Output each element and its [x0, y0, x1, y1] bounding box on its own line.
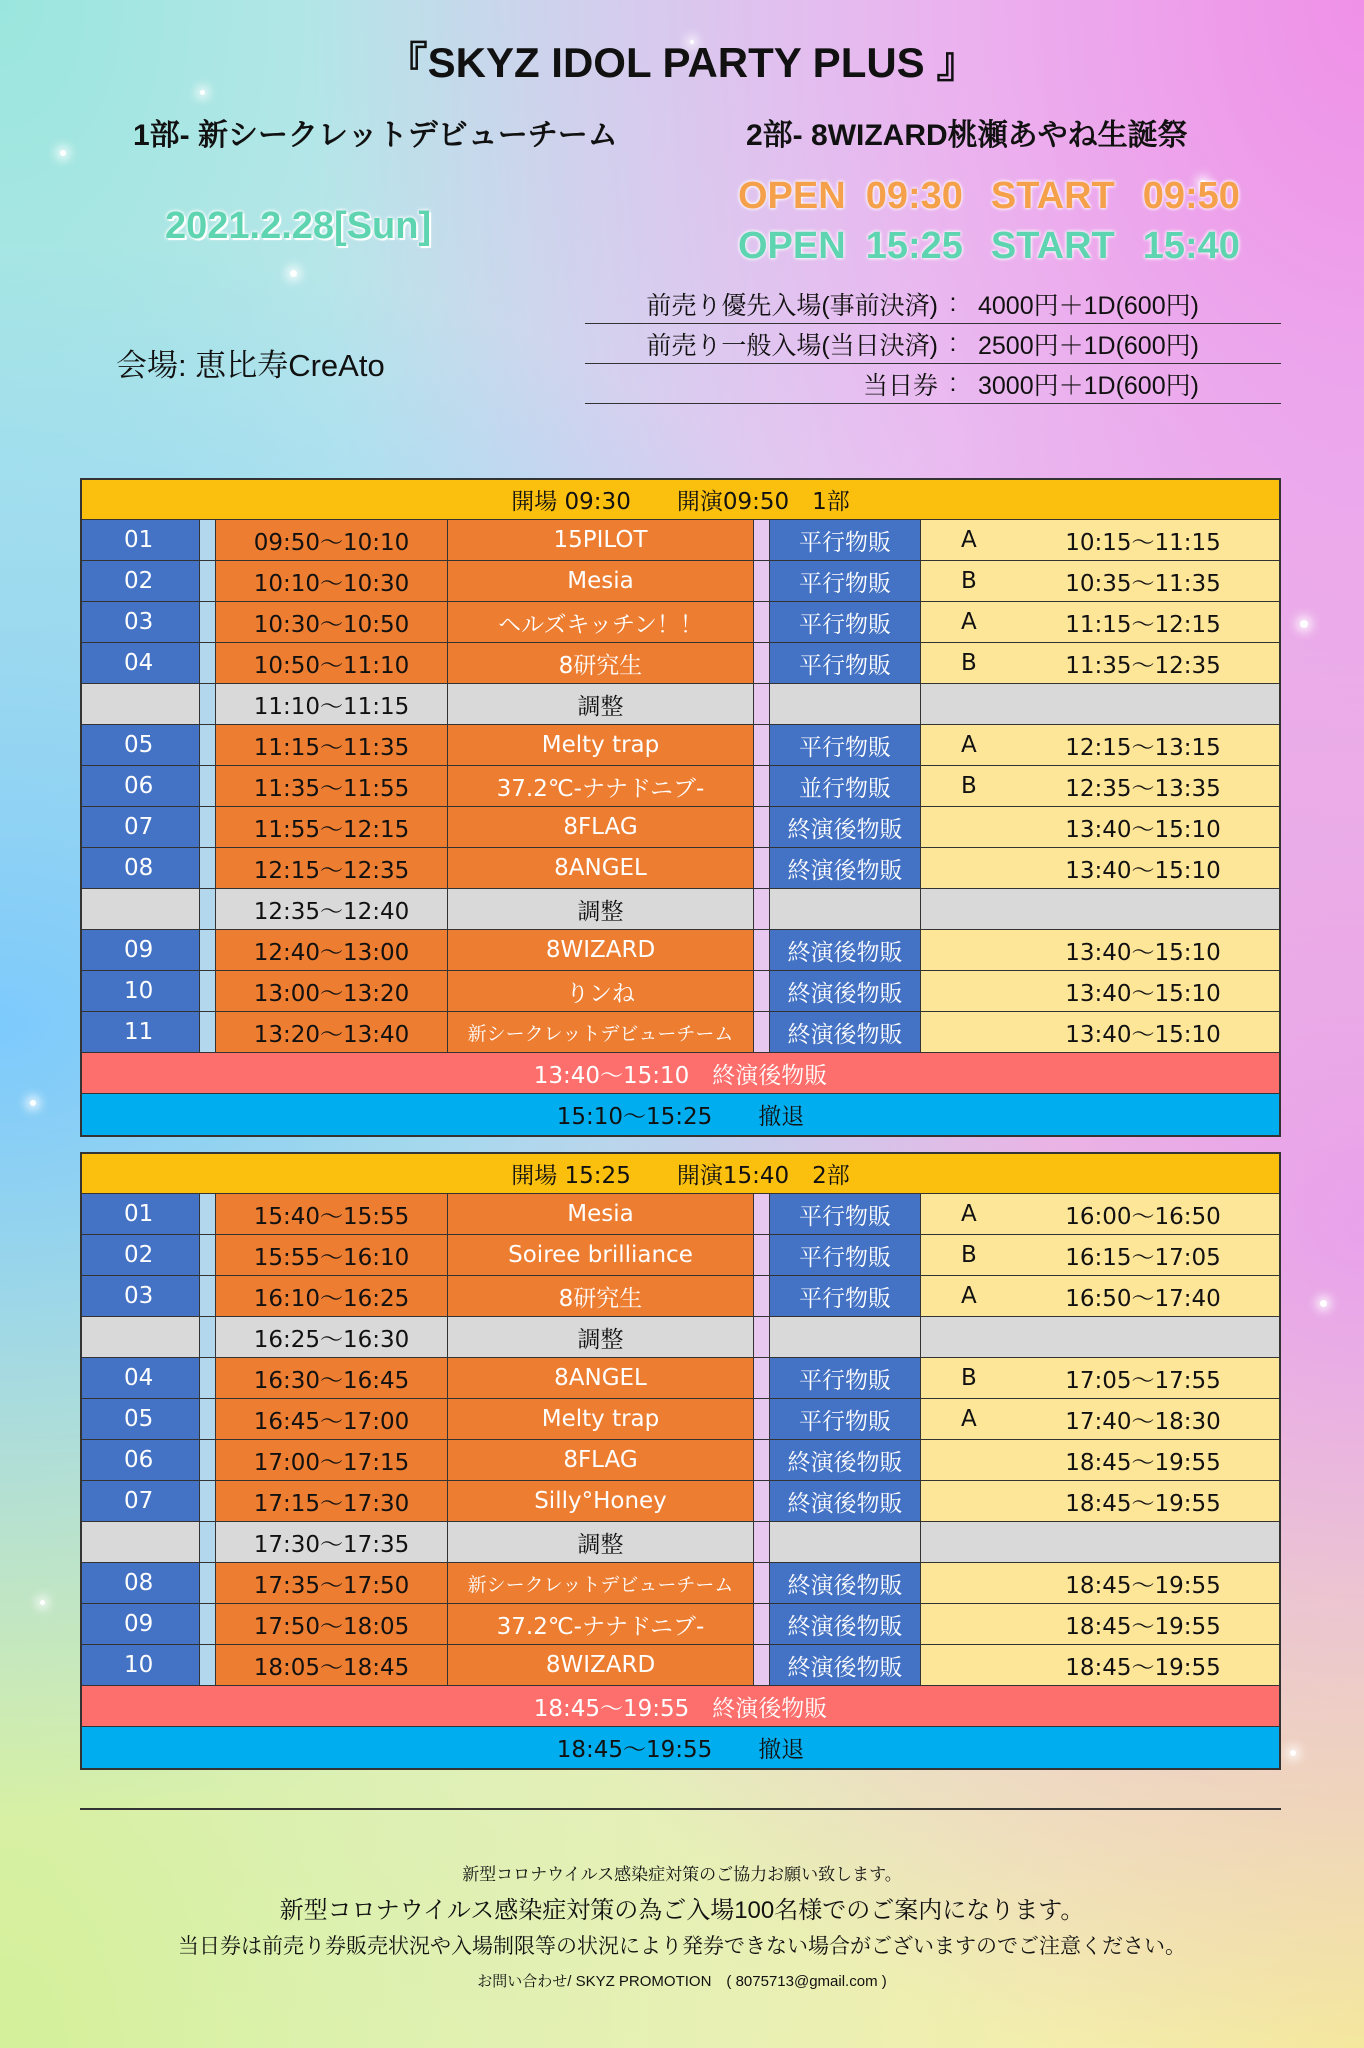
- performer-name: 8研究生: [448, 643, 754, 683]
- column-separator: [754, 1604, 770, 1644]
- slot-number: 03: [82, 602, 200, 642]
- column-separator: [754, 889, 770, 929]
- sparkle-decoration: [60, 150, 66, 156]
- adjustment-row: [82, 889, 1279, 930]
- merch-type: 終演後物販: [770, 1563, 921, 1603]
- schedule-part2: [80, 1152, 1281, 1770]
- merch-time: 13:40〜15:10: [1017, 807, 1279, 847]
- performer-name: 8WIZARD: [448, 1645, 754, 1685]
- slot-number: [82, 1522, 200, 1562]
- column-separator: [754, 684, 770, 724]
- slot-number: 06: [82, 1440, 200, 1480]
- price-value: 2500円＋1D(600円): [978, 331, 1199, 360]
- merch-time: 16:00〜16:50: [1017, 1194, 1279, 1234]
- slot-number: 08: [82, 848, 200, 888]
- column-separator: [754, 766, 770, 806]
- column-separator: [754, 1481, 770, 1521]
- merch-type: 平行物販: [770, 561, 921, 601]
- column-separator: [754, 1194, 770, 1234]
- slot-number: 03: [82, 1276, 200, 1316]
- merch-time: 18:45〜19:55: [1017, 1645, 1279, 1685]
- page-title: 『SKYZ IDOL PARTY PLUS 』: [385, 39, 979, 86]
- performer-name: 37.2℃-ナナドニブ-: [448, 1604, 754, 1644]
- sparkle-decoration: [200, 90, 205, 95]
- price-row: [585, 364, 1281, 404]
- merch-booth: [921, 1012, 1017, 1052]
- merch-type: 平行物販: [770, 1399, 921, 1439]
- slot-number: 04: [82, 643, 200, 683]
- column-separator: [200, 971, 216, 1011]
- performer-name: 新シークレットデビューチーム: [448, 1012, 754, 1052]
- merch-time: 16:50〜17:40: [1017, 1276, 1279, 1316]
- merch-time: 13:40〜15:10: [1017, 1012, 1279, 1052]
- price-value: 3000円＋1D(600円): [978, 371, 1199, 400]
- performance-row: [82, 1604, 1279, 1645]
- column-separator: [754, 1276, 770, 1316]
- performer-name: 8WIZARD: [448, 930, 754, 970]
- column-separator: [200, 1563, 216, 1603]
- column-separator: [754, 1235, 770, 1275]
- performer-name: Silly°Honey: [448, 1481, 754, 1521]
- performance-row: [82, 1563, 1279, 1604]
- merch-time: [1017, 889, 1279, 929]
- slot-number: 01: [82, 520, 200, 560]
- merch-booth: A: [921, 1399, 1017, 1439]
- merch-type: 平行物販: [770, 1358, 921, 1398]
- merch-booth: [921, 807, 1017, 847]
- slot-number: 08: [82, 1563, 200, 1603]
- slot-time: 16:45〜17:00: [216, 1399, 448, 1439]
- merch-time: 12:15〜13:15: [1017, 725, 1279, 765]
- sparkle-decoration: [1300, 620, 1308, 628]
- withdrawal-band: [82, 1094, 1279, 1135]
- merch-booth: [921, 1563, 1017, 1603]
- column-separator: [200, 930, 216, 970]
- merch-booth: [921, 971, 1017, 1011]
- price-colon: :: [949, 369, 957, 397]
- slot-number: 07: [82, 1481, 200, 1521]
- merch-time: [1017, 1522, 1279, 1562]
- merch-type: 平行物販: [770, 1235, 921, 1275]
- performer-name: 8研究生: [448, 1276, 754, 1316]
- column-separator: [200, 684, 216, 724]
- merch-type: 終演後物販: [770, 1604, 921, 1644]
- slot-time: 17:15〜17:30: [216, 1481, 448, 1521]
- slot-time: 16:25〜16:30: [216, 1317, 448, 1357]
- schedule-header-text: 開場 15:25 開演15:40 2部: [511, 1163, 850, 1189]
- merch-booth: [921, 930, 1017, 970]
- merch-type: 終演後物販: [770, 807, 921, 847]
- merch-booth: B: [921, 766, 1017, 806]
- slot-time: 13:20〜13:40: [216, 1012, 448, 1052]
- slot-number: [82, 889, 200, 929]
- merch-type: [770, 1522, 921, 1562]
- price-list: [585, 284, 1281, 404]
- merch-booth: [921, 1645, 1017, 1685]
- merch-type: [770, 684, 921, 724]
- column-separator: [200, 1317, 216, 1357]
- slot-time: 10:50〜11:10: [216, 643, 448, 683]
- start-label: START: [990, 175, 1115, 217]
- slot-number: [82, 1317, 200, 1357]
- performer-name: 調整: [448, 684, 754, 724]
- slot-number: 04: [82, 1358, 200, 1398]
- price-label: 前売り優先入場(事前決済): [646, 291, 938, 320]
- merch-type: 平行物販: [770, 643, 921, 683]
- performer-name: ヘルズキッチン！！: [448, 602, 754, 642]
- merch-type: 終演後物販: [770, 1440, 921, 1480]
- open-time: 15:25: [865, 225, 963, 267]
- merch-time: 12:35〜13:35: [1017, 766, 1279, 806]
- slot-number: 02: [82, 1235, 200, 1275]
- column-separator: [200, 602, 216, 642]
- merch-type: 終演後物販: [770, 930, 921, 970]
- footer-note-1: 新型コロナウイルス感染症対策のご協力お願い致します。: [462, 1865, 902, 1884]
- performance-row: [82, 848, 1279, 889]
- slot-number: 01: [82, 1194, 200, 1234]
- performance-row: [82, 1440, 1279, 1481]
- column-separator: [200, 1194, 216, 1234]
- column-separator: [754, 1563, 770, 1603]
- slot-number: 10: [82, 1645, 200, 1685]
- price-colon: :: [949, 289, 957, 317]
- slot-time: 09:50〜10:10: [216, 520, 448, 560]
- adjustment-row: [82, 1317, 1279, 1358]
- merch-type: 平行物販: [770, 602, 921, 642]
- venue-label: 会場: 恵比寿CreAto: [116, 348, 385, 383]
- slot-time: 17:00〜17:15: [216, 1440, 448, 1480]
- column-separator: [754, 1440, 770, 1480]
- column-separator: [200, 1481, 216, 1521]
- performer-name: 15PILOT: [448, 520, 754, 560]
- slot-time: 10:30〜10:50: [216, 602, 448, 642]
- performer-name: Melty trap: [448, 1399, 754, 1439]
- open-time: 09:30: [865, 175, 963, 217]
- column-separator: [754, 848, 770, 888]
- sparkle-decoration: [1320, 1300, 1327, 1307]
- performance-row: [82, 930, 1279, 971]
- column-separator: [200, 848, 216, 888]
- price-colon: :: [949, 329, 957, 357]
- schedule-header: [82, 480, 1279, 520]
- performance-row: [82, 807, 1279, 848]
- merch-type: 終演後物販: [770, 848, 921, 888]
- column-separator: [200, 1645, 216, 1685]
- slot-time: 11:55〜12:15: [216, 807, 448, 847]
- performance-row: [82, 1276, 1279, 1317]
- sparkle-decoration: [1290, 1750, 1296, 1756]
- price-row: [585, 324, 1281, 364]
- slot-time: 11:10〜11:15: [216, 684, 448, 724]
- slot-number: 02: [82, 561, 200, 601]
- sparkle-decoration: [40, 1600, 45, 1605]
- adjustment-row: [82, 684, 1279, 725]
- slot-number: 11: [82, 1012, 200, 1052]
- merch-time: 13:40〜15:10: [1017, 971, 1279, 1011]
- merch-booth: B: [921, 643, 1017, 683]
- performance-row: [82, 1235, 1279, 1276]
- slot-time: 15:55〜16:10: [216, 1235, 448, 1275]
- column-separator: [754, 1399, 770, 1439]
- merch-booth: B: [921, 1235, 1017, 1275]
- footer-note-3: 当日券は前売り券販売状況や入場制限等の状況により発券できない場合がございますのでご注意ください。: [178, 1935, 1186, 1958]
- column-separator: [200, 1012, 216, 1052]
- slot-number: 05: [82, 725, 200, 765]
- part2-label: 2部- 8WIZARD桃瀬あやね生誕祭: [746, 119, 1188, 152]
- merch-booth: [921, 684, 1017, 724]
- performance-row: [82, 1481, 1279, 1522]
- column-separator: [754, 725, 770, 765]
- performance-row: [82, 1194, 1279, 1235]
- slot-time: 12:35〜12:40: [216, 889, 448, 929]
- slot-time: 15:40〜15:55: [216, 1194, 448, 1234]
- final-merch-text: 13:40〜15:10 終演後物販: [533, 1062, 828, 1089]
- merch-time: 13:40〜15:10: [1017, 848, 1279, 888]
- footer-divider: [80, 1808, 1281, 1810]
- merch-type: 平行物販: [770, 520, 921, 560]
- merch-time: 10:35〜11:35: [1017, 561, 1279, 601]
- performer-name: Soiree brilliance: [448, 1235, 754, 1275]
- column-separator: [754, 807, 770, 847]
- final-merch-band: [82, 1053, 1279, 1094]
- merch-time: 18:45〜19:55: [1017, 1604, 1279, 1644]
- performer-name: 8ANGEL: [448, 848, 754, 888]
- performance-row: [82, 971, 1279, 1012]
- slot-number: 09: [82, 1604, 200, 1644]
- column-separator: [754, 561, 770, 601]
- withdrawal-text: 15:10〜15:25 撤退: [556, 1104, 805, 1130]
- final-merch-band: [82, 1686, 1279, 1727]
- performer-name: 8FLAG: [448, 1440, 754, 1480]
- merch-time: 10:15〜11:15: [1017, 520, 1279, 560]
- part1-label: 1部- 新シークレットデビューチーム: [133, 119, 618, 152]
- slot-number: 10: [82, 971, 200, 1011]
- merch-type: 終演後物販: [770, 1481, 921, 1521]
- performance-row: [82, 1399, 1279, 1440]
- sparkle-decoration: [290, 270, 297, 277]
- final-merch-text: 18:45〜19:55 終演後物販: [533, 1695, 828, 1722]
- column-separator: [200, 766, 216, 806]
- performer-name: 8ANGEL: [448, 1358, 754, 1398]
- column-separator: [200, 1358, 216, 1398]
- event-date: 2021.2.28[Sun]: [165, 205, 432, 247]
- performance-row: [82, 1645, 1279, 1686]
- merch-time: 17:40〜18:30: [1017, 1399, 1279, 1439]
- start-time: 15:40: [1142, 225, 1240, 267]
- merch-booth: [921, 1317, 1017, 1357]
- merch-time: 18:45〜19:55: [1017, 1440, 1279, 1480]
- footer-contact: お問い合わせ/ SKYZ PROMOTION ( 8075713@gmail.com ): [477, 1973, 887, 1990]
- withdrawal-band: [82, 1727, 1279, 1768]
- merch-time: 13:40〜15:10: [1017, 930, 1279, 970]
- start-label: START: [990, 225, 1115, 267]
- column-separator: [754, 971, 770, 1011]
- slot-number: 07: [82, 807, 200, 847]
- merch-type: 平行物販: [770, 1194, 921, 1234]
- schedule-header-text: 開場 09:30 開演09:50 1部: [511, 489, 850, 515]
- performer-name: 37.2℃-ナナドニブ-: [448, 766, 754, 806]
- column-separator: [754, 1012, 770, 1052]
- slot-time: 12:15〜12:35: [216, 848, 448, 888]
- price-value: 4000円＋1D(600円): [978, 291, 1199, 320]
- column-separator: [200, 643, 216, 683]
- slot-number: 06: [82, 766, 200, 806]
- performance-row: [82, 520, 1279, 561]
- merch-booth: [921, 889, 1017, 929]
- merch-type: 終演後物販: [770, 1012, 921, 1052]
- performance-row: [82, 725, 1279, 766]
- performer-name: Mesia: [448, 1194, 754, 1234]
- performer-name: りンね: [448, 971, 754, 1011]
- slot-time: 17:50〜18:05: [216, 1604, 448, 1644]
- merch-booth: B: [921, 1358, 1017, 1398]
- merch-type: 終演後物販: [770, 971, 921, 1011]
- merch-type: [770, 889, 921, 929]
- slot-number: [82, 684, 200, 724]
- slot-time: 12:40〜13:00: [216, 930, 448, 970]
- merch-time: [1017, 684, 1279, 724]
- start-time: 09:50: [1142, 175, 1240, 217]
- performance-row: [82, 643, 1279, 684]
- merch-booth: [921, 1522, 1017, 1562]
- column-separator: [200, 1276, 216, 1316]
- column-separator: [754, 1358, 770, 1398]
- merch-time: 17:05〜17:55: [1017, 1358, 1279, 1398]
- adjustment-row: [82, 1522, 1279, 1563]
- merch-type: 平行物販: [770, 1276, 921, 1316]
- column-separator: [200, 520, 216, 560]
- price-row: [585, 284, 1281, 324]
- column-separator: [200, 1522, 216, 1562]
- column-separator: [754, 930, 770, 970]
- merch-booth: A: [921, 1194, 1017, 1234]
- slot-time: 18:05〜18:45: [216, 1645, 448, 1685]
- slot-number: 05: [82, 1399, 200, 1439]
- merch-booth: [921, 1604, 1017, 1644]
- merch-time: 16:15〜17:05: [1017, 1235, 1279, 1275]
- sparkle-decoration: [30, 1100, 36, 1106]
- part2-times: [738, 225, 1240, 268]
- withdrawal-text: 18:45〜19:55 撤退: [556, 1737, 805, 1763]
- merch-booth: [921, 1440, 1017, 1480]
- price-label: 前売り一般入場(当日決済): [646, 331, 938, 360]
- column-separator: [754, 602, 770, 642]
- performance-row: [82, 1012, 1279, 1053]
- slot-time: 11:15〜11:35: [216, 725, 448, 765]
- performer-name: 新シークレットデビューチーム: [448, 1563, 754, 1603]
- merch-time: 11:35〜12:35: [1017, 643, 1279, 683]
- column-separator: [200, 1235, 216, 1275]
- merch-booth: [921, 1481, 1017, 1521]
- performance-row: [82, 602, 1279, 643]
- merch-time: [1017, 1317, 1279, 1357]
- performer-name: Mesia: [448, 561, 754, 601]
- schedule-header: [82, 1154, 1279, 1194]
- performer-name: 8FLAG: [448, 807, 754, 847]
- performance-row: [82, 561, 1279, 602]
- column-separator: [200, 1604, 216, 1644]
- merch-type: 並行物販: [770, 766, 921, 806]
- merch-time: 11:15〜12:15: [1017, 602, 1279, 642]
- open-label: OPEN: [738, 225, 846, 267]
- slot-time: 16:30〜16:45: [216, 1358, 448, 1398]
- merch-booth: A: [921, 725, 1017, 765]
- schedule-part1: [80, 478, 1281, 1137]
- column-separator: [200, 889, 216, 929]
- performer-name: Melty trap: [448, 725, 754, 765]
- slot-time: 17:35〜17:50: [216, 1563, 448, 1603]
- column-separator: [200, 561, 216, 601]
- merch-booth: [921, 848, 1017, 888]
- price-label: 当日券: [862, 371, 938, 400]
- performance-row: [82, 1358, 1279, 1399]
- merch-type: 平行物販: [770, 725, 921, 765]
- open-label: OPEN: [738, 175, 846, 217]
- merch-booth: B: [921, 561, 1017, 601]
- performance-row: [82, 766, 1279, 807]
- performer-name: 調整: [448, 1522, 754, 1562]
- merch-booth: A: [921, 602, 1017, 642]
- merch-booth: A: [921, 1276, 1017, 1316]
- performer-name: 調整: [448, 889, 754, 929]
- slot-time: 11:35〜11:55: [216, 766, 448, 806]
- slot-number: 09: [82, 930, 200, 970]
- slot-time: 13:00〜13:20: [216, 971, 448, 1011]
- performer-name: 調整: [448, 1317, 754, 1357]
- slot-time: 16:10〜16:25: [216, 1276, 448, 1316]
- part1-times: [738, 175, 1240, 218]
- footer-note-2: 新型コロナウイルス感染症対策の為ご入場100名様でのご案内になります。: [279, 1897, 1085, 1924]
- slot-time: 10:10〜10:30: [216, 561, 448, 601]
- column-separator: [754, 1645, 770, 1685]
- column-separator: [200, 807, 216, 847]
- column-separator: [200, 1399, 216, 1439]
- column-separator: [754, 643, 770, 683]
- merch-type: [770, 1317, 921, 1357]
- column-separator: [754, 1522, 770, 1562]
- merch-booth: A: [921, 520, 1017, 560]
- slot-time: 17:30〜17:35: [216, 1522, 448, 1562]
- column-separator: [754, 520, 770, 560]
- column-separator: [754, 1317, 770, 1357]
- merch-time: 18:45〜19:55: [1017, 1563, 1279, 1603]
- column-separator: [200, 1440, 216, 1480]
- column-separator: [200, 725, 216, 765]
- merch-time: 18:45〜19:55: [1017, 1481, 1279, 1521]
- merch-type: 終演後物販: [770, 1645, 921, 1685]
